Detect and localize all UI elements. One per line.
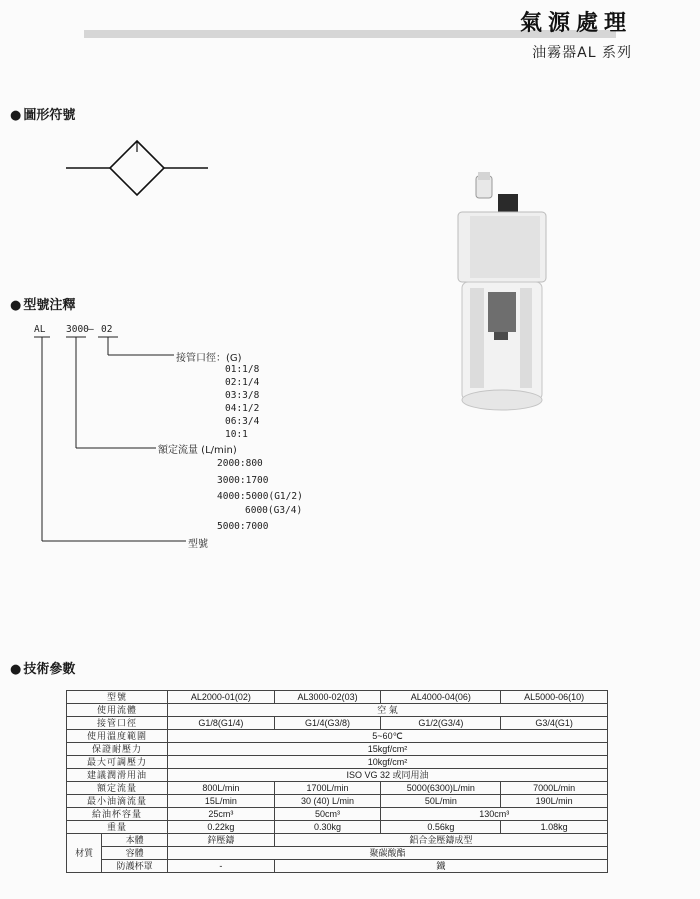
model-code-tree — [34, 337, 186, 541]
port-option: 06:3/4 — [225, 416, 260, 427]
flow-option: 6000(G3/4) — [245, 505, 303, 516]
port-option: 01:1/8 — [225, 364, 260, 375]
table-row — [67, 795, 608, 808]
table-cell: 25cm³ — [168, 808, 275, 821]
table-cell: 空 氣 — [168, 704, 608, 717]
port-option: 10:1 — [225, 429, 248, 440]
table-row — [67, 769, 608, 782]
model-header: AL5000-06(10) — [501, 691, 608, 704]
table-row — [67, 691, 608, 704]
table-cell: 190L/min — [501, 795, 608, 808]
table-cell: 50cm³ — [274, 808, 381, 821]
table-cell: G1/8(G1/4) — [168, 717, 275, 730]
table-cell: G1/2(G3/4) — [381, 717, 501, 730]
table-cell: 5000(6300)L/min — [381, 782, 501, 795]
table-cell: 10kgf/cm² — [168, 756, 608, 769]
table-cell: G3/4(G1) — [501, 717, 608, 730]
table-cell: 50L/min — [381, 795, 501, 808]
table-cell: 1700L/min — [274, 782, 381, 795]
table-cell: 15kgf/cm² — [168, 743, 608, 756]
row-label: 接管口徑 — [67, 717, 168, 730]
row-label: 保證耐壓力 — [67, 743, 168, 756]
row-sublabel: 本體 — [102, 834, 168, 847]
table-cell: 15L/min — [168, 795, 275, 808]
flow-option: 2000:800 — [217, 458, 263, 469]
table-cell: 0.56kg — [381, 821, 501, 834]
port-option: 02:1/4 — [225, 377, 260, 388]
table-cell: ISO VG 32 或同用油 — [168, 769, 608, 782]
table-row — [67, 821, 608, 834]
row-label: 最大可調壓力 — [67, 756, 168, 769]
flow-option: 3000:1700 — [217, 475, 269, 486]
model-header: AL2000-01(02) — [168, 691, 275, 704]
page-title: 氣源處理 — [519, 11, 632, 36]
table-cell: 5~60℃ — [168, 730, 608, 743]
section-spec-title: ● 技術參數 — [10, 658, 75, 677]
model-prefix: AL — [34, 324, 46, 335]
table-cell: 800L/min — [168, 782, 275, 795]
row-label: 建議潤滑用油 — [67, 769, 168, 782]
flow-option: 5000:7000 — [217, 521, 269, 532]
flow-label: 額定流量 (L/min) — [158, 445, 237, 456]
table-row — [67, 834, 608, 847]
model-port-code: 02 — [101, 324, 113, 335]
table-row — [67, 704, 608, 717]
section-model-title: ● 型號注釋 — [10, 294, 75, 313]
model-header: AL4000-04(06) — [381, 691, 501, 704]
row-sublabel: 防護杯罩 — [102, 860, 168, 873]
table-row — [67, 847, 608, 860]
port-option: 04:1/2 — [225, 403, 260, 414]
port-option: 03:3/8 — [225, 390, 260, 401]
model-header: AL3000-02(03) — [274, 691, 381, 704]
type-label: 型號 — [188, 539, 208, 550]
row-label: 給油杯容量 — [67, 808, 168, 821]
table-cell: 0.30kg — [274, 821, 381, 834]
table-row — [67, 808, 608, 821]
row-sublabel: 容體 — [102, 847, 168, 860]
row-label: 額定流量 — [67, 782, 168, 795]
row-label: 材質 — [67, 834, 102, 873]
table-cell: G1/4(G3/8) — [274, 717, 381, 730]
lubricator-product-image — [440, 170, 560, 420]
table-row — [67, 730, 608, 743]
flow-option: 4000:5000(G1/2) — [217, 491, 303, 502]
table-row — [67, 756, 608, 769]
table-cell: - — [168, 860, 275, 873]
lubricator-symbol-icon — [66, 141, 208, 195]
model-dash: — — [88, 324, 94, 335]
table-cell: 鋁合金壓鑄成型 — [274, 834, 607, 847]
table-row — [67, 860, 608, 873]
table-cell: 130cm³ — [381, 808, 608, 821]
table-row — [67, 743, 608, 756]
table-cell: 鐵 — [274, 860, 607, 873]
page-subtitle: 油霧器AL 系列 — [532, 45, 632, 61]
table-row — [67, 782, 608, 795]
table-cell: 7000L/min — [501, 782, 608, 795]
table-cell: 30 (40) L/min — [274, 795, 381, 808]
port-label: 接管口徑：(G) — [176, 353, 242, 364]
section-symbol-title: ● 圖形符號 — [10, 104, 75, 123]
row-label: 最小油滴流量 — [67, 795, 168, 808]
spec-table — [66, 690, 608, 873]
row-label: 使用流體 — [67, 704, 168, 717]
table-cell: 聚碳酸酯 — [168, 847, 608, 860]
table-row — [67, 717, 608, 730]
model-flow-code: 3000 — [66, 324, 89, 335]
row-label: 型號 — [67, 691, 168, 704]
table-cell: 鋅壓鑄 — [168, 834, 275, 847]
table-cell: 1.08kg — [501, 821, 608, 834]
row-label: 使用溫度範圍 — [67, 730, 168, 743]
row-label: 重量 — [67, 821, 168, 834]
table-cell: 0.22kg — [168, 821, 275, 834]
